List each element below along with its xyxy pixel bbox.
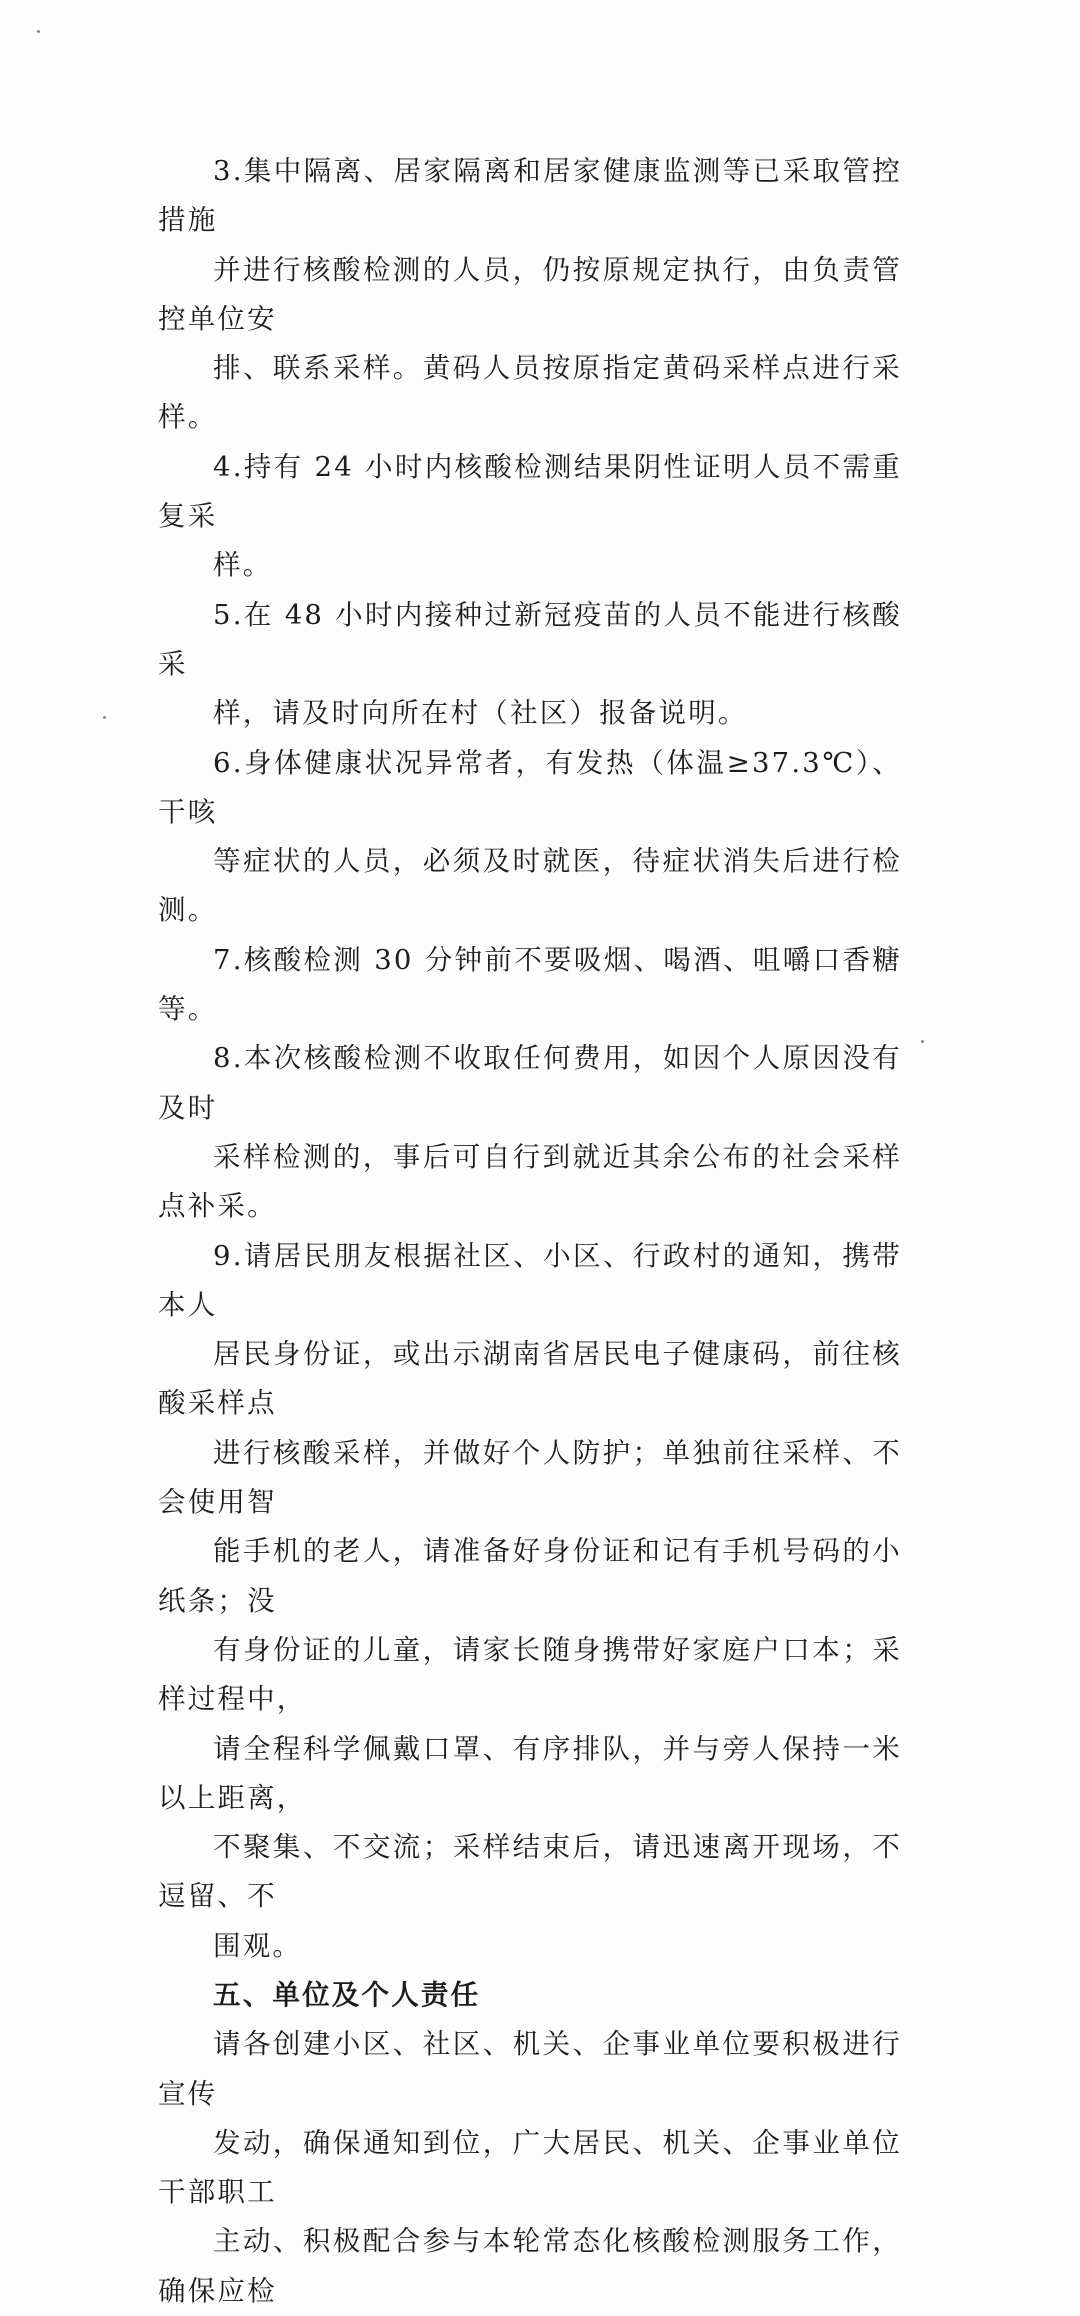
text-line: 请各创建小区、社区、机关、企事业单位要积极进行宣传 — [158, 2028, 902, 2110]
paragraph-item-3 — [158, 147, 902, 443]
text-line: 主动、积极配合参与本轮常态化核酸检测服务工作，确保应检 — [158, 2225, 902, 2307]
paragraph-item-6 — [158, 739, 902, 936]
paragraph-item-8 — [158, 1034, 902, 1231]
text-line: 排、联系采样。黄码人员按原指定黄码采样点进行采样。 — [158, 352, 902, 434]
scan-speck — [103, 716, 106, 719]
text-line: 6.身体健康状况异常者，有发热（体温≥37.3℃）、干咳 — [158, 746, 902, 828]
text-line: 9.请居民朋友根据社区、小区、行政村的通知，携带本人 — [158, 1239, 902, 1321]
scan-speck — [921, 1040, 924, 1043]
text-line: 7.核酸检测 30 分钟前不要吸烟、喝酒、咀嚼口香糖等。 — [158, 943, 902, 1026]
text-line: 发动，确保通知到位，广大居民、机关、企事业单位干部职工 — [158, 2126, 902, 2209]
text-line: 等症状的人员，必须及时就医，待症状消失后进行检测。 — [158, 845, 902, 927]
section-heading: 五、单位及个人责任 — [213, 1978, 481, 2011]
text-line: 进行核酸采样，并做好个人防护；单独前往采样、不会使用智 — [158, 1436, 902, 1519]
paragraph-item-9 — [158, 1232, 902, 1971]
text-line: 不聚集、不交流；采样结束后，请迅速离开现场，不逗留、不 — [158, 1831, 902, 1913]
paragraph-item-5 — [158, 591, 902, 739]
text-line: 采样检测的，事后可自行到就近其余公布的社会采样点补采。 — [158, 1140, 902, 1223]
text-line: 样，请及时向所在村（社区）报备说明。 — [213, 697, 748, 730]
text-line: 围观。 — [213, 1929, 303, 1962]
paragraph-item-4 — [158, 443, 902, 591]
text-line: 请全程科学佩戴口罩、有序排队，并与旁人保持一米以上距离， — [158, 1732, 902, 1814]
scan-speck — [37, 30, 40, 33]
paragraph-item-7 — [158, 936, 902, 1035]
text-line: 样。 — [213, 549, 273, 582]
text-line: 4.持有 24 小时内核酸检测结果阴性证明人员不需重复采 — [158, 450, 902, 533]
text-line: 3.集中隔离、居家隔离和居家健康监测等已采取管控措施 — [158, 155, 902, 237]
text-line: 5.在 48 小时内接种过新冠疫苗的人员不能进行核酸采 — [158, 598, 902, 680]
paragraph-closing — [158, 2020, 902, 2316]
text-line: 8.本次核酸检测不收取任何费用，如因个人原因没有及时 — [158, 1042, 902, 1124]
text-line: 居民身份证，或出示湖南省居民电子健康码，前往核酸采样点 — [158, 1338, 902, 1420]
text-line: 能手机的老人，请准备好身份证和记有手机号码的小纸条；没 — [158, 1535, 902, 1617]
text-line: 有身份证的儿童，请家长随身携带好家庭户口本；采样过程中， — [158, 1633, 902, 1716]
text-line: 并进行核酸检测的人员，仍按原规定执行，由负责管控单位安 — [158, 253, 902, 335]
document-body — [158, 147, 902, 2316]
